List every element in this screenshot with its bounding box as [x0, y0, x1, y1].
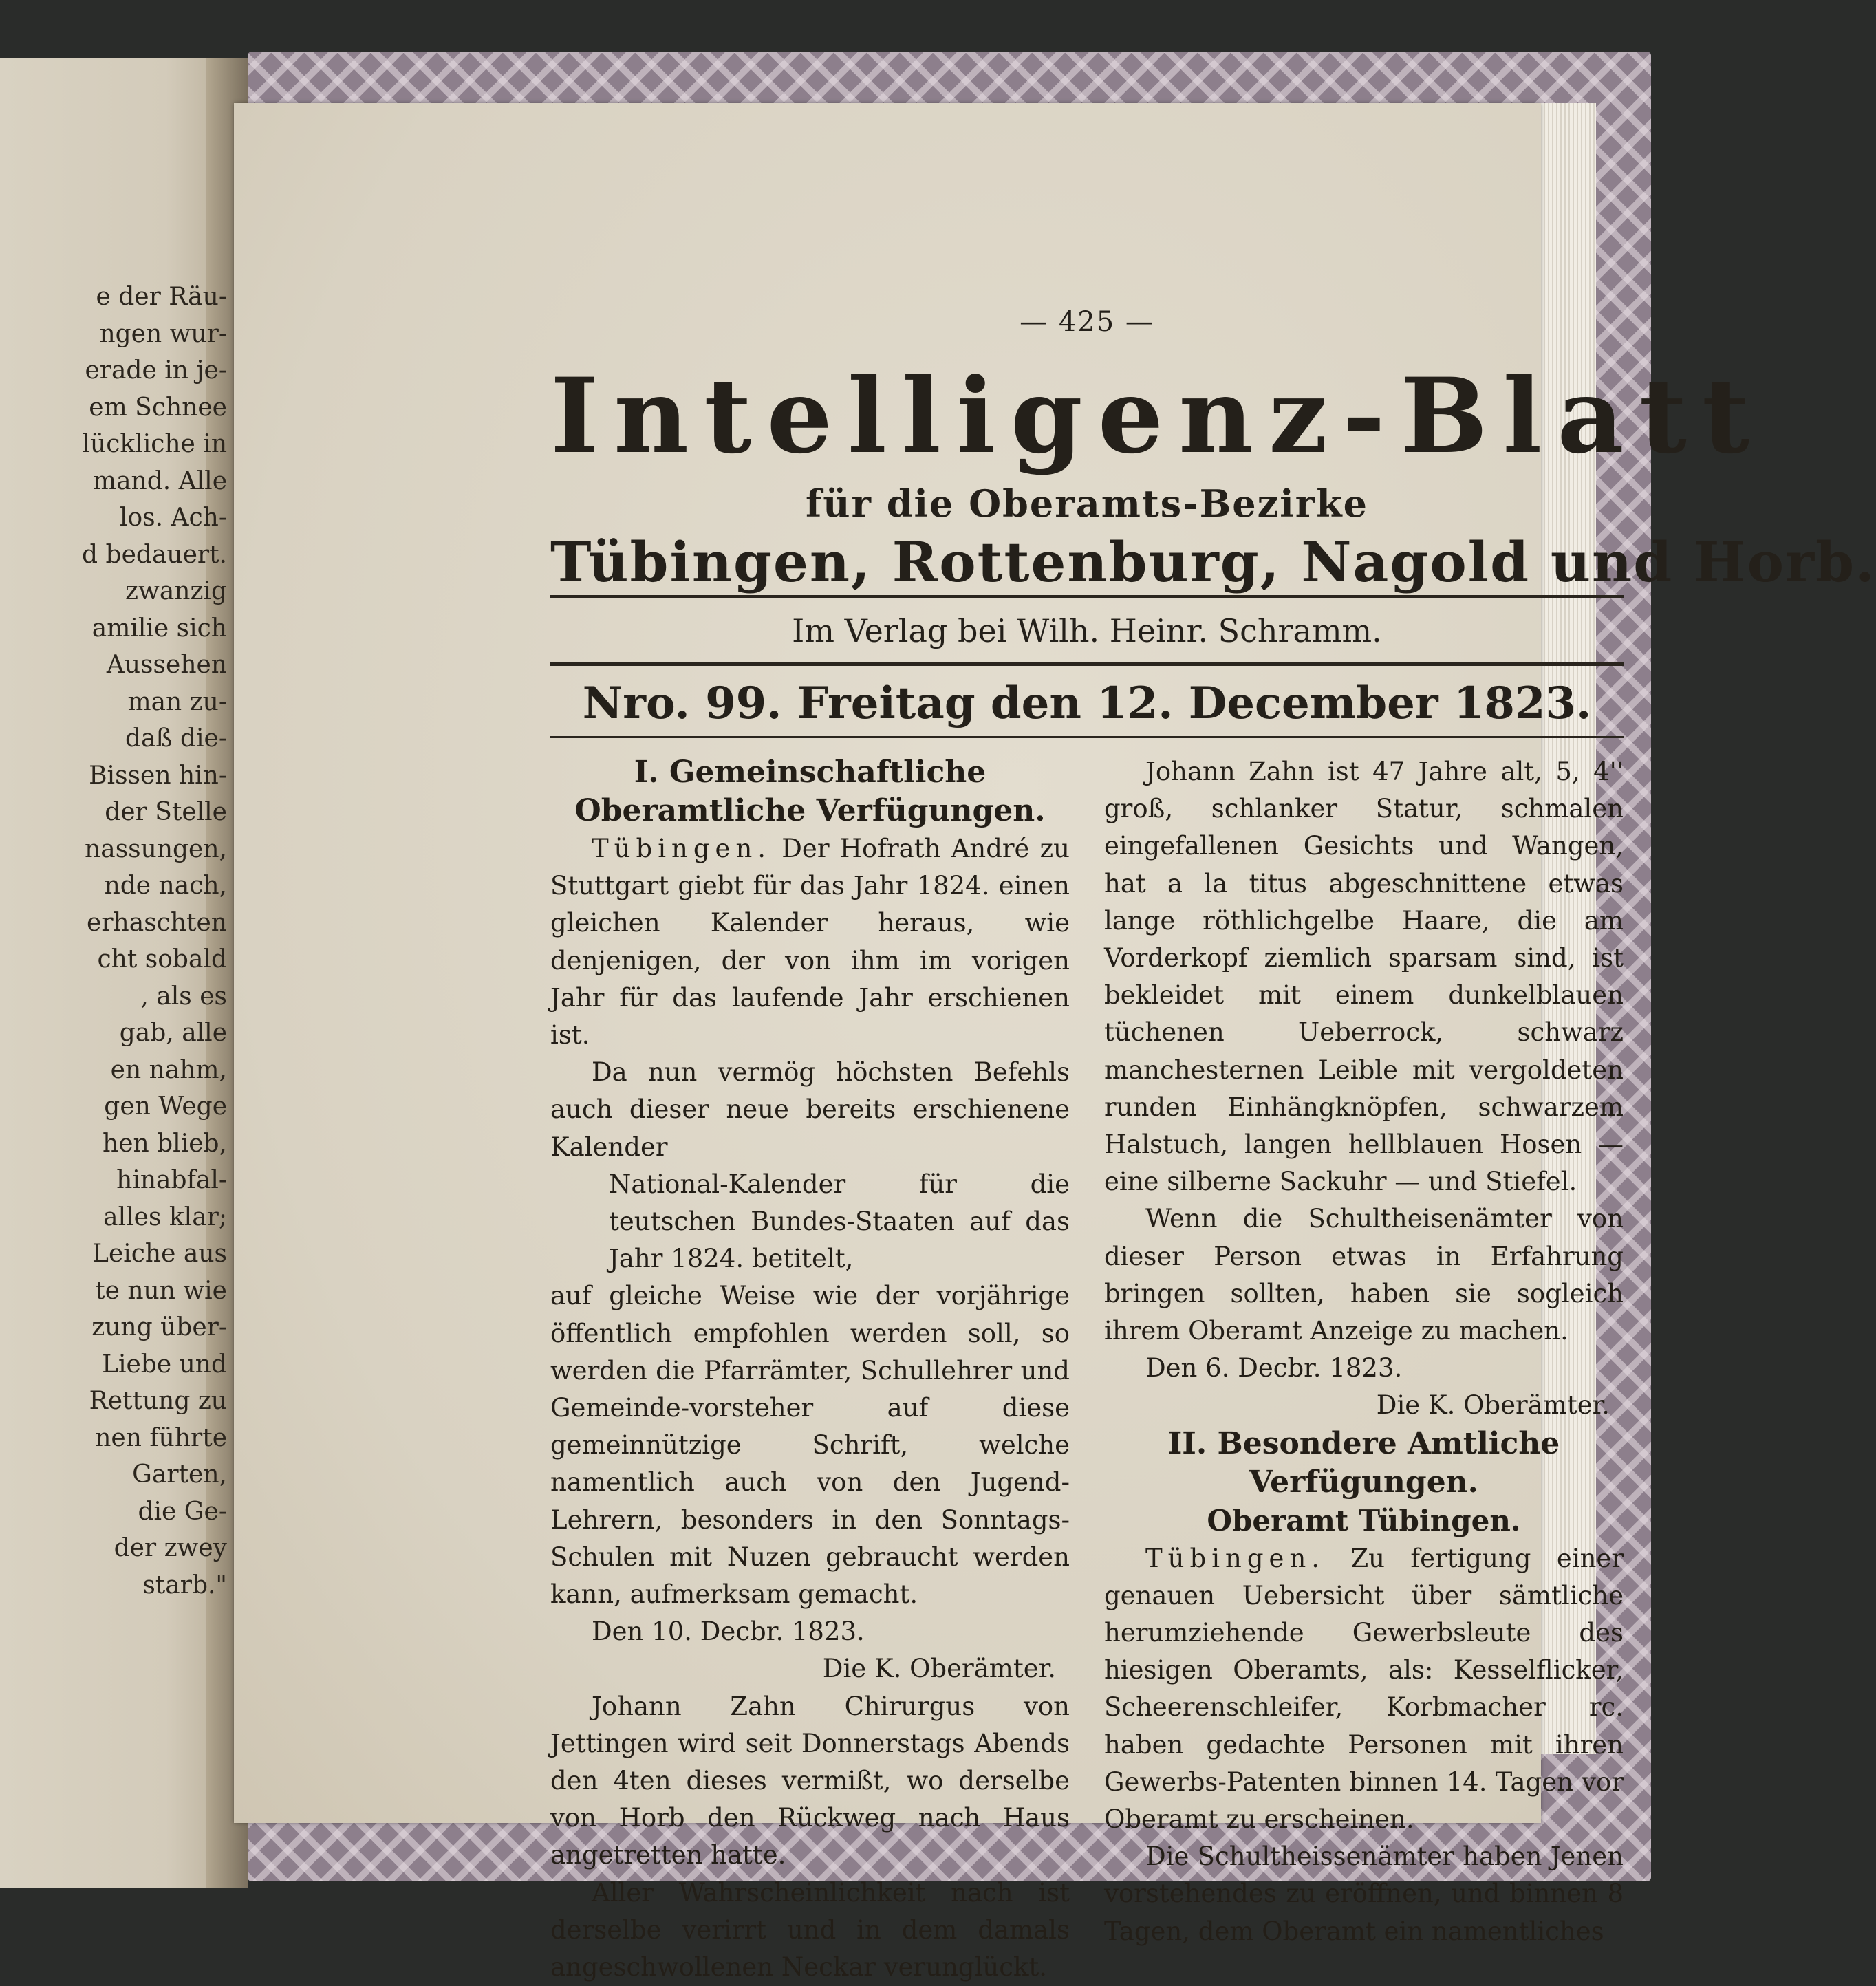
- divider-rule: [550, 595, 1624, 598]
- publisher-line: Im Verlag bei Wilh. Heinr. Schramm.: [792, 612, 1382, 649]
- previous-page-line: d bedauert.: [82, 540, 227, 569]
- previous-page-line: , als es: [140, 982, 227, 1011]
- masthead-title: Intelligenz-Blatt: [550, 356, 1765, 477]
- previous-page-line: en nahm,: [110, 1055, 227, 1084]
- article-paragraph: Wenn die Schultheisenämter von dieser Person etwas in Erfahrung bringen sollten, haben sie sogleich ihrem Oberamt Anzeige zu machen.: [1104, 1204, 1624, 1346]
- article-paragraph: Da nun vermög höchsten Befehls auch dieser neue bereits erschienene Kalender: [550, 1057, 1070, 1162]
- previous-page-line: zwanzig: [125, 577, 227, 605]
- previous-page-line: Rettung zu: [89, 1387, 227, 1415]
- previous-page-line: der zwey: [114, 1534, 227, 1562]
- divider-rule: [550, 662, 1624, 666]
- previous-page-line: los. Ach-: [119, 504, 227, 532]
- previous-page-line: gen Wege: [104, 1092, 227, 1121]
- previous-page-line: Leiche aus: [92, 1240, 227, 1268]
- section-heading: II. Besondere Amtliche Verfügungen.: [1167, 1425, 1560, 1500]
- previous-page-line: gab, alle: [119, 1019, 227, 1047]
- calendar-title: National-Kalender für die teutschen Bundes-Staaten auf das Jahr 1824. betitelt,: [609, 1169, 1070, 1274]
- previous-page-line: mand. Alle: [92, 466, 227, 495]
- previous-page-line: erhaschten: [87, 908, 227, 937]
- article-paragraph: Johann Zahn Chirurgus von Jettingen wird seit Donnerstags Abends den 4ten dieses vermißt, wo derselbe von Horb den Rückweg nach Haus angetretten hatte.: [550, 1691, 1070, 1870]
- page-content: [550, 203, 1876, 1983]
- previous-page-line: ngen wur-: [99, 319, 227, 348]
- previous-page-line: hinabfal-: [116, 1166, 227, 1194]
- divider-rule: [550, 736, 1624, 738]
- article-paragraph: Die Schultheissenämter haben Jenen vorstehendes zu eröffnen, und binnen 8 Tagen, dem Oberamt ein namentliches: [1104, 1842, 1624, 1946]
- previous-page-line: die Ge-: [138, 1497, 227, 1526]
- section-subheading: Oberamt Tübingen.: [1207, 1503, 1521, 1537]
- column-left: [550, 753, 1070, 1986]
- previous-page-line: Liebe und: [102, 1350, 227, 1379]
- previous-page-line: hen blieb,: [103, 1129, 227, 1158]
- previous-page-line: nassungen,: [85, 834, 227, 863]
- previous-page-line: te nun wie: [95, 1276, 227, 1305]
- previous-page-line: daß die-: [125, 724, 227, 753]
- previous-page-line: erade in je-: [85, 356, 227, 385]
- masthead-districts: Tübingen, Rottenburg, Nagold und Horb.: [550, 530, 1876, 594]
- signature: Die K. Oberämter.: [822, 1654, 1056, 1684]
- previous-page-line: Aussehen: [106, 651, 227, 679]
- article-paragraph: Johann Zahn ist 47 Jahre alt, 5, 4'' groß, schlanker Statur, schmalen eingefallenen Gesichts und Wangen, hat a la titus abgeschnittene etwas lange röthlichgelbe Haare, die am Vorderkopf ziemlich sparsam sind, ist bekleidet mit einem dunkelblauen tüchenen Ueberrock, schwarz manchesternen Leible mit vergoldeten runden Einhängknöpfen, schwarzem Halstuch, langen hellblauen Hosen — eine silberne Sackuhr — und Stiefel.: [1104, 757, 1624, 1197]
- previous-page-line: nde nach,: [104, 872, 227, 900]
- previous-page-line: starb.": [142, 1571, 227, 1599]
- masthead-subtitle: für die Oberamts-Bezirke: [805, 482, 1369, 526]
- column-right: [1104, 753, 1624, 1950]
- previous-page-line: Garten,: [132, 1460, 227, 1489]
- previous-page-line: cht sobald: [97, 945, 227, 973]
- previous-page-line: lückliche in: [82, 430, 227, 458]
- page-number: — 425 —: [1020, 306, 1154, 338]
- article-paragraph: Tübingen. Zu fertigung einer genauen Uebersicht über sämtliche herumziehende Gewerbsleute des hiesigen Oberamts, als: Kesselflicker, Scheerenschleifer, Korbmacher rc. haben gedachte Personen mit ihren Gewerbs-Patenten binnen 14. Tagen vor Oberamt zu erscheinen.: [1104, 1543, 1624, 1835]
- previous-page-text: [0, 279, 227, 1604]
- dateline: Den 10. Decbr. 1823.: [592, 1617, 865, 1647]
- previous-page-line: Bissen hin-: [89, 761, 227, 790]
- previous-page-line: man zu-: [127, 687, 227, 716]
- previous-page-line: zung über-: [91, 1313, 227, 1341]
- previous-page-line: alles klar;: [103, 1202, 227, 1231]
- issue-line: Nro. 99. Freitag den 12. December 1823.: [582, 678, 1592, 729]
- section-heading: I. Gemeinschaftliche Oberamtliche Verfügungen.: [574, 755, 1046, 828]
- newspaper-page: [234, 103, 1876, 1983]
- article-paragraph: auf gleiche Weise wie der vorjährige öffentlich empfohlen werden soll, so werden die Pfarrämter, Schullehrer und Gemeinde-vorsteher auf diese gemeinnützige Schrift, welche namentlich auch von den Jugend-Lehrern, besonders in den Sonntags-Schulen mit Nuzen gebraucht werden kann, aufmerksam gemacht.: [550, 1281, 1070, 1610]
- dateline: Den 6. Decbr. 1823.: [1145, 1353, 1403, 1383]
- article-paragraph: Aller Wahrscheinlichkeit nach ist derselbe verirrt und in dem damals angeschwollenen Neckar verunglückt.: [550, 1877, 1070, 1983]
- previous-page-line: der Stelle: [105, 798, 227, 826]
- signature: Die K. Oberämter.: [1376, 1390, 1610, 1421]
- previous-page-line: em Schnee: [89, 393, 227, 422]
- article-paragraph: Tübingen. Der Hofrath André zu Stuttgart giebt für das Jahr 1824. einen gleichen Kalender heraus, wie denjenigen, der von ihm im vorigen Jahr für das laufende Jahr erschienen ist.: [550, 834, 1070, 1050]
- previous-page-line: amilie sich: [91, 614, 227, 643]
- previous-page-line: e der Räu-: [96, 283, 227, 311]
- previous-page-line: nen führte: [95, 1423, 227, 1452]
